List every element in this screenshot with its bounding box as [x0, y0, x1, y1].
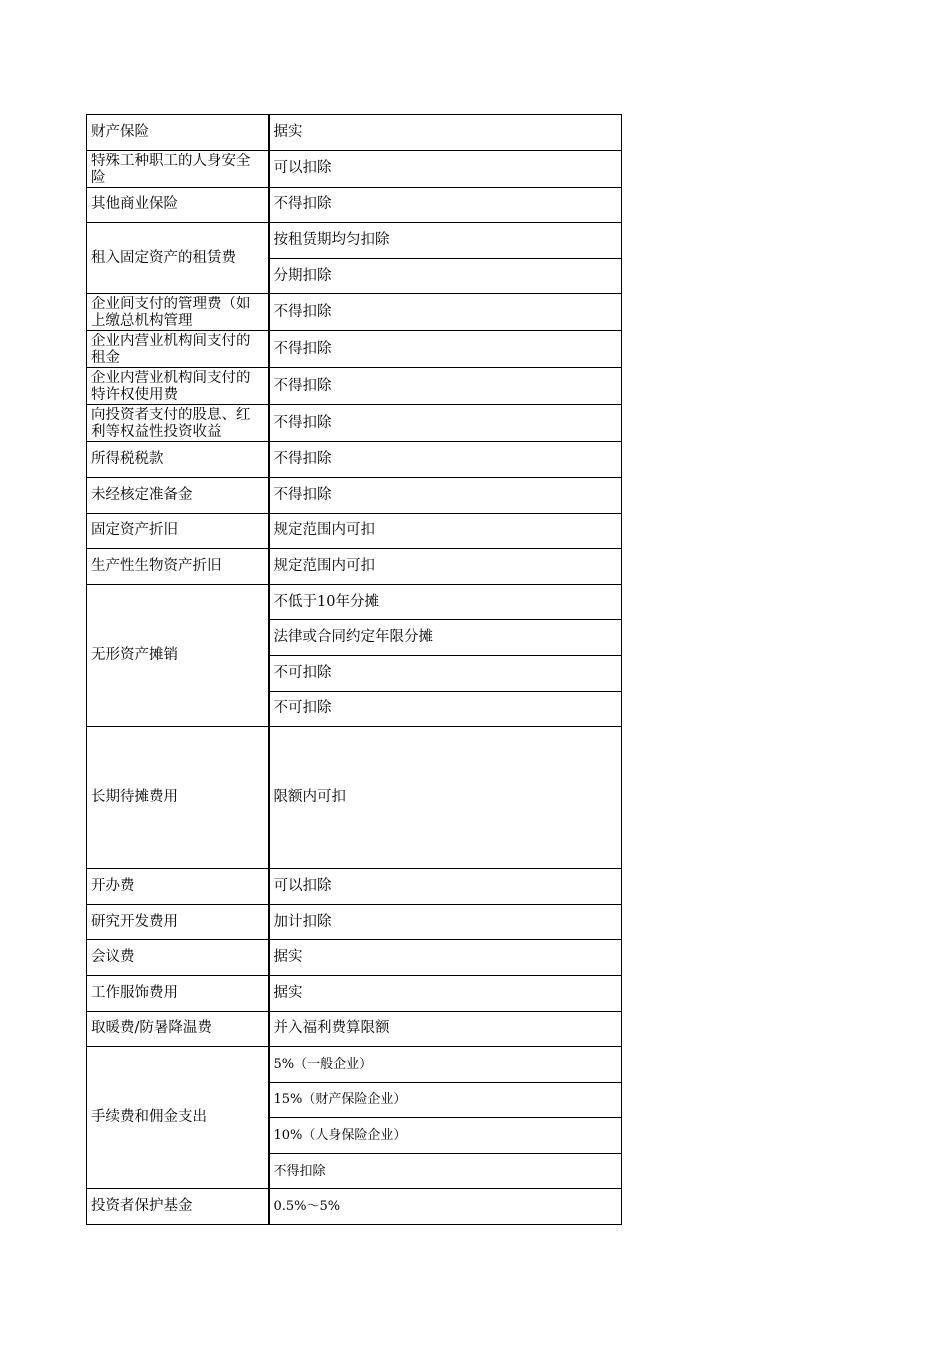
value-cell	[269, 940, 622, 976]
value-label: 5%（一般企业）	[273, 1056, 373, 1072]
item-cell	[87, 1047, 269, 1189]
item-label: 长期待摊费用	[91, 789, 178, 806]
value-label: 分期扣除	[273, 267, 332, 284]
table-row	[87, 513, 622, 549]
value-label: 规定范围内可扣	[273, 557, 375, 574]
item-label: 企业间支付的管理费（如上缴总机构管理	[91, 296, 251, 330]
value-label: 不得扣除	[273, 486, 332, 503]
value-label: 不得扣除	[273, 196, 332, 213]
item-label: 财产保险	[91, 123, 149, 140]
item-label: 所得税税款	[91, 451, 164, 468]
item-cell	[87, 331, 269, 368]
item-cell	[87, 477, 269, 513]
value-label: 据实	[273, 949, 303, 966]
value-label: 据实	[273, 984, 303, 1001]
table-row	[87, 368, 622, 405]
item-cell	[87, 869, 269, 905]
table-row	[87, 442, 622, 478]
item-label: 取暖费/防暑降温费	[91, 1020, 212, 1037]
value-cell	[269, 904, 622, 940]
value-cell	[269, 1153, 622, 1189]
item-label: 会议费	[91, 949, 135, 966]
item-cell	[87, 549, 269, 585]
value-cell	[269, 584, 622, 620]
item-cell	[87, 223, 269, 294]
item-label: 特殊工种职工的人身安全险	[91, 152, 251, 186]
item-cell	[87, 1189, 269, 1225]
value-cell	[269, 294, 622, 331]
value-label: 不得扣除	[273, 451, 332, 468]
item-label: 手续费和佣金支出	[91, 1109, 207, 1126]
item-cell	[87, 584, 269, 726]
value-label: 10%（人身保险企业）	[273, 1128, 407, 1144]
value-label: 法律或合同约定年限分摊	[273, 629, 433, 646]
value-cell	[269, 223, 622, 259]
item-label: 其他商业保险	[91, 196, 178, 213]
table-row	[87, 1047, 622, 1083]
value-cell	[269, 975, 622, 1011]
item-label: 企业内营业机构间支付的特许权使用费	[91, 370, 251, 404]
value-label: 规定范围内可扣	[273, 522, 375, 539]
value-label: 按租赁期均匀扣除	[273, 231, 390, 248]
value-label: 并入福利费算限额	[273, 1020, 390, 1037]
item-cell	[87, 150, 269, 187]
table-row	[87, 727, 622, 869]
item-label: 企业内营业机构间支付的租金	[91, 333, 251, 367]
value-cell	[269, 513, 622, 549]
table-row	[87, 405, 622, 442]
value-label: 不可扣除	[273, 700, 332, 717]
item-label: 生产性生物资产折旧	[91, 557, 222, 574]
table-row	[87, 294, 622, 331]
value-cell	[269, 1047, 622, 1083]
value-cell	[269, 1189, 622, 1225]
value-cell	[269, 368, 622, 405]
item-label: 租入固定资产的租赁费	[91, 249, 236, 266]
table-row	[87, 223, 622, 259]
value-cell	[269, 727, 622, 869]
value-cell	[269, 331, 622, 368]
table-row	[87, 940, 622, 976]
table-row	[87, 150, 622, 187]
value-cell	[269, 549, 622, 585]
item-label: 无形资产摊销	[91, 646, 178, 663]
value-cell	[269, 691, 622, 727]
item-cell	[87, 442, 269, 478]
item-cell	[87, 187, 269, 223]
item-cell	[87, 904, 269, 940]
value-cell	[269, 655, 622, 691]
value-cell	[269, 869, 622, 905]
value-cell	[269, 150, 622, 187]
item-cell	[87, 405, 269, 442]
value-label: 加计扣除	[273, 913, 332, 930]
table-row	[87, 477, 622, 513]
value-cell	[269, 187, 622, 223]
value-cell	[269, 115, 622, 151]
value-label: 不得扣除	[273, 340, 332, 357]
table-row	[87, 975, 622, 1011]
value-label: 0.5%～5%	[273, 1199, 341, 1215]
table-row	[87, 904, 622, 940]
value-cell	[269, 1011, 622, 1047]
value-label: 不得扣除	[273, 414, 332, 431]
table-row	[87, 549, 622, 585]
item-label: 工作服饰费用	[91, 984, 178, 1001]
value-label: 不可扣除	[273, 664, 332, 681]
item-cell	[87, 294, 269, 331]
value-label: 不得扣除	[273, 1163, 326, 1179]
value-cell	[269, 620, 622, 656]
value-label: 据实	[273, 123, 303, 140]
value-label: 限额内可扣	[273, 789, 346, 806]
value-cell	[269, 258, 622, 294]
value-label: 不得扣除	[273, 303, 332, 320]
table-row	[87, 331, 622, 368]
value-label: 不低于10年分摊	[273, 593, 379, 610]
deduction-table	[86, 114, 622, 1225]
table-row	[87, 1011, 622, 1047]
item-label: 向投资者支付的股息、红利等权益性投资收益	[91, 407, 251, 441]
table-row	[87, 115, 622, 151]
value-cell	[269, 1118, 622, 1154]
value-label: 不得扣除	[273, 377, 332, 394]
value-cell	[269, 442, 622, 478]
item-cell	[87, 513, 269, 549]
item-cell	[87, 368, 269, 405]
item-label: 固定资产折旧	[91, 522, 178, 539]
item-cell	[87, 940, 269, 976]
item-label: 研究开发费用	[91, 913, 178, 930]
value-label: 15%（财产保险企业）	[273, 1092, 407, 1108]
table-row	[87, 584, 622, 620]
value-cell	[269, 1082, 622, 1118]
item-label: 投资者保护基金	[91, 1198, 193, 1215]
item-cell	[87, 115, 269, 151]
item-cell	[87, 727, 269, 869]
table-row	[87, 869, 622, 905]
value-label: 可以扣除	[273, 877, 332, 894]
value-label: 可以扣除	[273, 160, 332, 177]
deduction-table-body	[87, 115, 622, 1225]
table-row	[87, 187, 622, 223]
value-cell	[269, 477, 622, 513]
item-label: 开办费	[91, 877, 135, 894]
item-label: 未经核定准备金	[91, 486, 193, 503]
value-cell	[269, 405, 622, 442]
table-row	[87, 1189, 622, 1225]
item-cell	[87, 1011, 269, 1047]
item-cell	[87, 975, 269, 1011]
